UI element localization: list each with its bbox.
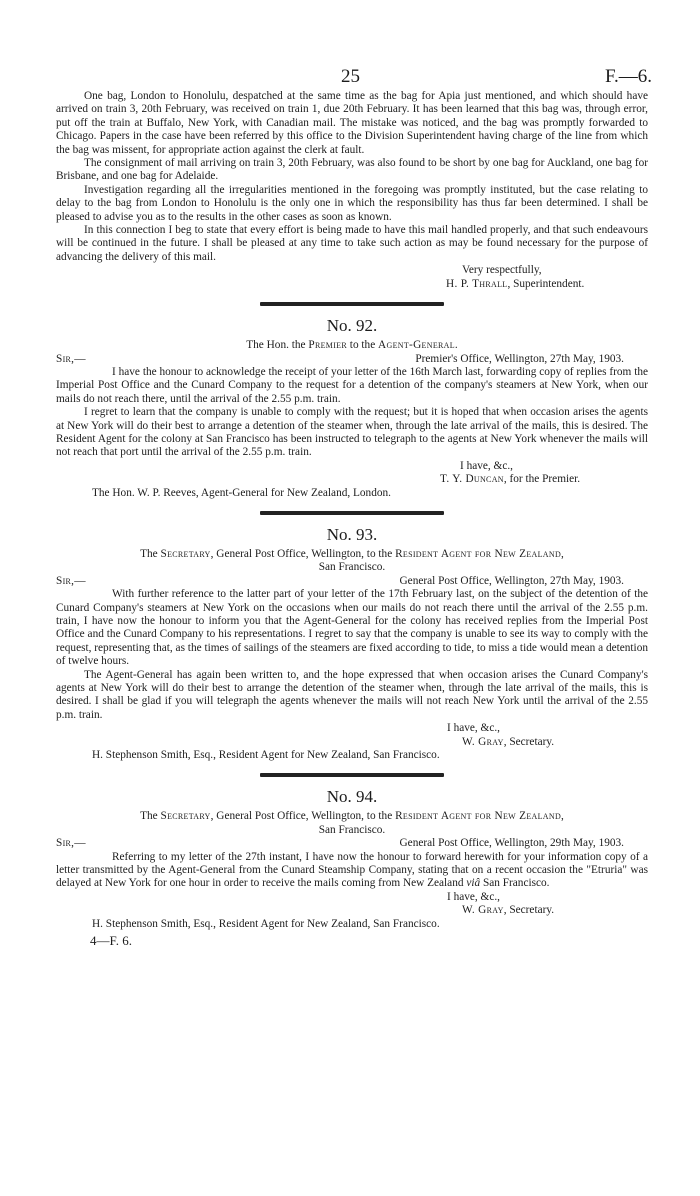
intro-paragraph-3: Investigation regarding all the irregularities mentioned in the foregoing was promptly instituted, but the case relating to delay to the bag from London to Honolulu is the only one in which the responsibility has thus far been determined. I shall be pleased to advise you as to the results in the other cases as soon as known.: [56, 183, 648, 223]
addressee: The Hon. W. P. Reeves, Agent-General for New Zealand, London.: [92, 486, 391, 499]
salutation-line: [56, 575, 648, 588]
signature-name: W. Gray: [462, 735, 504, 748]
letter-92: [56, 316, 648, 500]
addressee: H. Stephenson Smith, Esq., Resident Agent for New Zealand, San Francisco.: [92, 749, 440, 762]
salutation-line: [56, 353, 648, 366]
heading-sender: Secretary: [160, 547, 211, 560]
signature-title: , Secretary.: [503, 735, 555, 748]
letter-93: [56, 525, 648, 762]
document-page: [56, 66, 652, 949]
place-date: General Post Office, Wellington, 29th May, 1903.: [399, 837, 624, 850]
letter-paragraph-2: The Agent-General has again been written to, and the hope expressed that when occasion arises the Cunard Company's agents at New York will do their best to arrange the detention of the steamer when, through the late arrival of the mails, this is desired. I shall be glad if you will telegraph the agents whenever the mails will not reach New York until the arrival of the 2.55 p.m. train.: [56, 668, 648, 721]
intro-signature-name: H. P. Thrall: [446, 277, 508, 290]
section-divider: [260, 511, 444, 515]
letter-number: No. 92.: [326, 316, 378, 336]
intro-paragraph-2: The consignment of mail arriving on train 3, 20th February, was also found to be short by one bag for Auckland, one bag for Brisbane, and one bag for Adelaide.: [56, 157, 648, 183]
letter-heading-line-2: San Francisco.: [318, 823, 386, 836]
letter-paragraph-1: I have the honour to acknowledge the receipt of your letter of the 16th March last, forwarding copy of replies from the Imperial Post Office and the Cunard Company to the request for a detention of the company's steamers at New York, when our mails do not reach there, until the arrival of the 2.55 p.m. train.: [56, 365, 648, 405]
addressee: H. Stephenson Smith, Esq., Resident Agent for New Zealand, San Francisco.: [92, 917, 440, 930]
heading-text: , General Post Office, Wellington, to the: [210, 810, 396, 823]
letter-signature: [56, 473, 648, 486]
section-divider: [260, 302, 444, 306]
salutation: Sir,—: [56, 837, 86, 850]
letter-heading: [56, 548, 648, 561]
intro-closing: Very respectfully,: [462, 264, 542, 277]
intro-paragraph-1: One bag, London to Honolulu, despatched at the same time as the bag for Apia just mentioned, and which should have arrived on train 3, 20th February, was received on train 1, due 20th February. It has been learned that this bag was, through error, put off the train at Buffalo, New York, with Canadian mail. The mistake was noticed, and the bag was promptly forwarded to Chicago. Papers in the case have been referred by this office to the Division Superintendent having charge of the line from which the bag was missent, for appropriate action against the clerk at fault.: [56, 90, 648, 156]
signature-title: , for the Premier.: [503, 473, 581, 486]
document-reference: F.—6.: [604, 66, 652, 87]
salutation: Sir,—: [56, 352, 86, 365]
signature-name: T. Y. Duncan: [440, 473, 504, 486]
letter-signature: [56, 904, 648, 917]
intro-signature-title: , Superintendent.: [507, 277, 585, 290]
salutation: Sir,—: [56, 574, 86, 587]
signature-name: W. Gray: [462, 904, 504, 917]
heading-text: ,: [561, 810, 564, 823]
heading-sender: Premier: [308, 339, 347, 352]
signature-mark: 4—F. 6.: [90, 933, 132, 949]
heading-sender: Secretary: [160, 810, 211, 823]
letter-signature: [56, 736, 648, 749]
letter-paragraph-2: I regret to learn that the company is unable to comply with the request; but it is hoped that when occasion arises the agents at New York will do their best to arrange a detention of the steamer when, through the late arrival of the mails, this is desired. The Resident Agent for the colony at San Francisco has been instructed to telegraph to the agents at New York whenever the mails will not reach that port until the arrival of the 2.55 p.m. train.: [56, 406, 648, 459]
paragraph-text: San Francisco.: [480, 877, 550, 890]
letter-94: [56, 787, 648, 931]
place-date: General Post Office, Wellington, 27th May, 1903.: [399, 574, 624, 587]
heading-text: The: [140, 547, 161, 560]
signature-title: , Secretary.: [503, 904, 555, 917]
place-date: Premier's Office, Wellington, 27th May, 1903.: [415, 352, 624, 365]
letter-heading: [56, 339, 648, 352]
heading-recipient: Resident Agent for New Zealand: [395, 810, 562, 823]
paragraph-text: Referring to my letter of the 27th instant, I have now the honour to forward herewith for your information copy of a letter transmitted by the Agent-General from the Cunard Steamship Company, stating that on a recent occasion the "Etruria" was delayed at New York for one hour in order to receive the mails coming from New Zealand: [56, 850, 648, 890]
salutation-line: [56, 837, 648, 850]
paragraph-italic-text: viâ: [466, 877, 481, 890]
heading-text: , General Post Office, Wellington, to the: [210, 547, 396, 560]
heading-text: ,: [561, 547, 564, 560]
letter-paragraph-1: [56, 851, 648, 891]
letter-heading: [56, 810, 648, 823]
letter-paragraph-1: With further reference to the latter part of your letter of the 17th February last, on the subject of the detention of the Cunard Company's steamers at New York on the occasions when our mails do not reach there until the arrival of the 2.55 p.m. train, I have now the honour to inform you that the Agent-General for the colony has received replies from the Imperial Post Office and the Cunard Company to his representations. I regret to say that the company is unable to see its way to comply with the request, representing that, as the times of sailings of the steamers are fixed according to tide, to miss a tide would mean a detention of twelve hours.: [56, 588, 648, 668]
heading-text: to the: [346, 339, 379, 352]
page-header: [56, 66, 652, 90]
heading-text: The Hon. the: [246, 339, 309, 352]
heading-text: The: [140, 810, 161, 823]
page-number: 25: [341, 66, 360, 87]
section-divider: [260, 773, 444, 777]
intro-letter-body: [56, 90, 648, 291]
heading-recipient: Resident Agent for New Zealand: [395, 547, 562, 560]
letter-closing: I have, &c.,: [447, 722, 501, 735]
heading-text: .: [454, 339, 458, 352]
heading-recipient: Agent-General: [378, 339, 455, 352]
intro-paragraph-4: In this connection I beg to state that every effort is being made to have this mail handled properly, and that such endeavours will be continued in the future. I shall be pleased at any time to take such action as may be found necessary for the purpose of advancing the delivery of this mail.: [56, 224, 648, 263]
letter-closing: I have, &c.,: [447, 890, 501, 903]
letter-number: No. 93.: [326, 524, 378, 544]
letter-heading-line-2: San Francisco.: [318, 561, 386, 574]
intro-signature: [56, 278, 648, 291]
letter-closing: I have, &c.,: [460, 459, 514, 472]
letter-number: No. 94.: [326, 787, 378, 807]
